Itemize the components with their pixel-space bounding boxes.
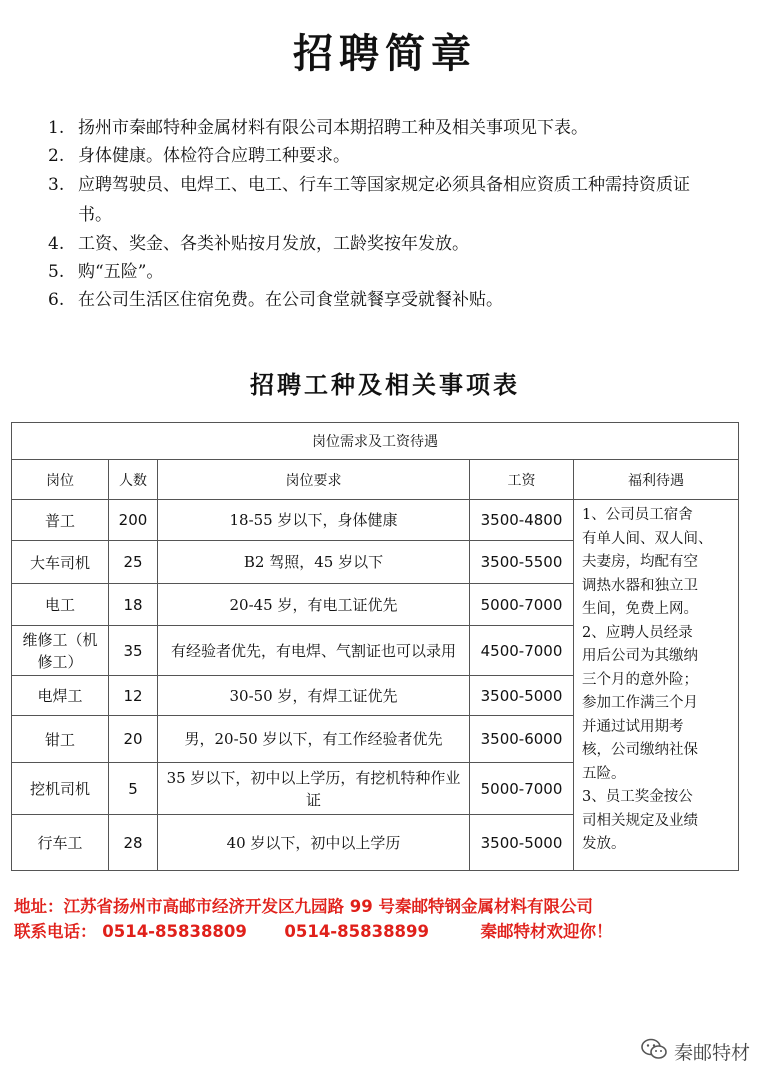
salary-cell: 3500-4800 (470, 500, 574, 541)
note-number: 6. (48, 290, 65, 310)
position-cell: 行车工 (12, 815, 109, 871)
welfare-line: 有单人间、双人间、 (582, 530, 713, 547)
requirement-cell: 男，20-50 岁以下，有工作经验者优先 (158, 716, 470, 763)
welfare-line: 用后公司为其缴纳 (582, 648, 698, 664)
table-row (12, 500, 739, 541)
requirement-cell: B2 驾照，45 岁以下 (158, 541, 470, 584)
welfare-line: 五险。 (582, 765, 626, 782)
requirement-cell: 有经验者优先，有电焊、气割证也可以录用 (158, 626, 470, 676)
phone-label: 联系电话： (14, 922, 97, 941)
count-cell: 18 (109, 584, 158, 626)
note-item (48, 170, 748, 230)
welfare-line: 1、公司员工宿舍 (582, 507, 693, 523)
phone-number[interactable]: 0514-85838899 (284, 922, 429, 941)
table-title: 招聘工种及相关事项表 (250, 371, 520, 399)
position-cell: 电焊工 (12, 676, 109, 716)
watermark (640, 1038, 750, 1065)
note-text: 在公司生活区住宿免费。在公司食堂就餐享受就餐补贴。 (78, 290, 503, 310)
position-cell: 挖机司机 (12, 763, 109, 815)
count-cell: 200 (109, 500, 158, 541)
column-header: 福利待遇 (574, 460, 739, 500)
position-cell: 电工 (12, 584, 109, 626)
note-item (48, 142, 748, 170)
note-number: 3. (48, 175, 65, 195)
note-item (48, 258, 748, 286)
welfare-line: 发放。 (582, 836, 626, 852)
note-number: 4. (48, 234, 65, 254)
table-caption-row (12, 423, 739, 460)
requirement-cell: 35 岁以下，初中以上学历，有挖机特种作业证 (158, 763, 470, 815)
footer-address: 地址：江苏省扬州市高邮市经济开发区九园路 99 号秦邮特钢金属材料有限公司 (14, 897, 593, 916)
count-cell: 5 (109, 763, 158, 815)
notes-list (48, 114, 748, 314)
welfare-line: 3、员工奖金按公 (582, 789, 693, 805)
welfare-line: 2、应聘人员经录 (582, 624, 693, 641)
salary-cell: 3500-5500 (470, 541, 574, 584)
requirement-cell: 18-55 岁以下，身体健康 (158, 500, 470, 541)
welfare-cell (574, 500, 739, 871)
count-cell: 35 (109, 626, 158, 676)
column-header: 岗位要求 (158, 460, 470, 500)
welfare-line: 调热水器和独立卫 (582, 577, 698, 594)
count-cell: 12 (109, 676, 158, 716)
note-number: 2. (48, 146, 65, 166)
watermark-text: 秦邮特材 (673, 1042, 750, 1064)
note-item (48, 114, 748, 142)
note-text: 应聘驾驶员、电焊工、电工、行车工等国家规定必须具备相应资质工种需持资质证书。 (78, 175, 690, 225)
welfare-line: 参加工作满三个月 (582, 695, 698, 711)
table-caption: 岗位需求及工资待遇 (12, 423, 739, 460)
position-cell: 钳工 (12, 716, 109, 763)
welfare-line: 三个月的意外险； (582, 671, 698, 688)
salary-cell: 5000-7000 (470, 584, 574, 626)
position-cell: 大车司机 (12, 541, 109, 584)
note-text: 身体健康。体检符合应聘工种要求。 (78, 146, 350, 166)
note-text: 工资、奖金、各类补贴按月发放，工龄奖按年发放。 (78, 234, 469, 254)
welfare-line: 核，公司缴纳社保 (582, 742, 698, 758)
note-item (48, 286, 748, 314)
welfare-line: 夫妻房，均配有空 (582, 554, 698, 570)
salary-cell: 3500-6000 (470, 716, 574, 763)
recruitment-table (11, 422, 739, 871)
column-header: 工资 (470, 460, 574, 500)
note-number: 5. (48, 262, 65, 282)
phone-number[interactable]: 0514-85838809 (102, 922, 247, 941)
salary-cell: 4500-7000 (470, 626, 574, 676)
welfare-line: 并通过试用期考 (582, 718, 684, 735)
welcome-text: 秦邮特材欢迎你！ (480, 922, 613, 941)
welfare-line: 司相关规定及业绩 (582, 812, 698, 829)
note-number: 1. (48, 118, 65, 138)
salary-cell: 5000-7000 (470, 763, 574, 815)
salary-cell: 3500-5000 (470, 676, 574, 716)
requirement-cell: 40 岁以下，初中以上学历 (158, 815, 470, 871)
salary-cell: 3500-5000 (470, 815, 574, 871)
position-cell: 维修工（机修工） (12, 626, 109, 676)
column-header: 岗位 (12, 460, 109, 500)
requirement-cell: 20-45 岁，有电工证优先 (158, 584, 470, 626)
position-cell: 普工 (12, 500, 109, 541)
count-cell: 28 (109, 815, 158, 871)
requirement-cell: 30-50 岁，有焊工证优先 (158, 676, 470, 716)
welfare-line: 生间，免费上网。 (582, 601, 698, 617)
wechat-icon (640, 1038, 668, 1065)
page-title: 招聘简章 (293, 31, 477, 77)
note-text: 购“五险”。 (78, 262, 164, 282)
note-item (48, 230, 748, 258)
count-cell: 25 (109, 541, 158, 584)
note-text: 扬州市秦邮特种金属材料有限公司本期招聘工种及相关事项见下表。 (78, 118, 588, 138)
count-cell: 20 (109, 716, 158, 763)
footer-contact (14, 918, 754, 942)
table-header-row (12, 460, 739, 500)
column-header: 人数 (109, 460, 158, 500)
